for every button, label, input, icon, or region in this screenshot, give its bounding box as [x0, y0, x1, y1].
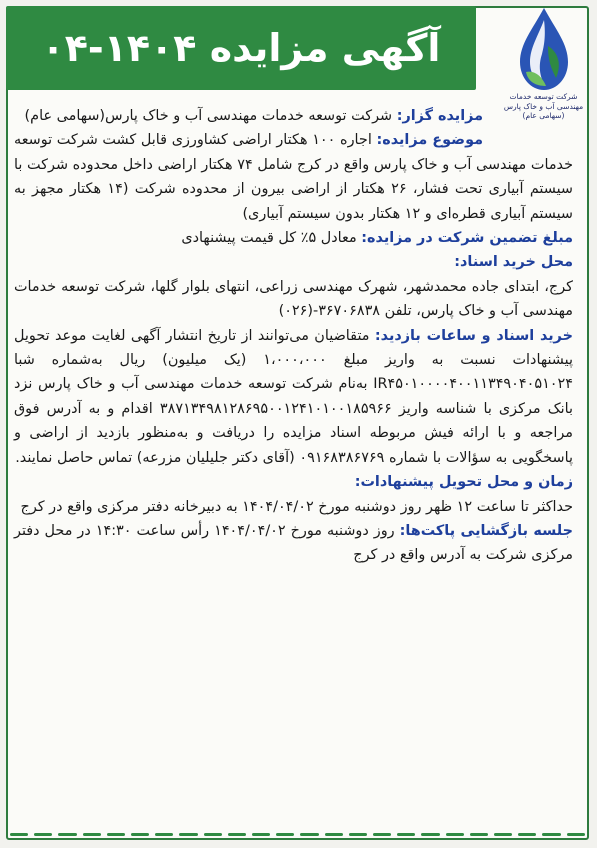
delivery-label: زمان و محل تحویل پیشنهادات: — [354, 474, 573, 491]
delivery-text: حداکثر تا ساعت ۱۲ ظهر روز دوشنبه مورخ ۱۴۰۴/۰۴/۰۲ به دبیرخانه دفتر مرکزی واقع در کرج — [20, 498, 573, 515]
bottom-dash — [34, 833, 52, 836]
bottom-dash — [470, 833, 488, 836]
bottom-dash — [421, 833, 439, 836]
guarantee-label: مبلغ تضمین شرکت در مزایده: — [361, 230, 573, 247]
purchase-place-paragraph — [14, 275, 573, 324]
water-drop-leaf-icon — [512, 6, 576, 92]
notice-body — [14, 104, 573, 568]
auctioneer-paragraph — [14, 104, 573, 128]
title-banner — [6, 6, 476, 90]
subject-text: اجاره ۱۰۰ هکتار اراضی کشاورزی قابل کشت شرکت توسعه خدمات مهندسی آب و خاک پارس واقع در کرج شامل ۷۴ هکتار اراضی داخل محدوده شرکت با سیستم آبیاری تحت فشار، ۲۶ هکتار از اراضی بیرون از محدوده شرکت (۱۴ هکتار مجهز به سیستم آبیاری قطره‌ای و ۱۲ هکتار بدون سیستم آبیاری) — [14, 132, 573, 222]
bottom-dash — [204, 833, 222, 836]
guarantee-text: معادل ۵٪ کل قیمت پیشنهادی — [181, 230, 362, 247]
page-title: آگهی مزایده ۱۴۰۴-۰۴ — [41, 26, 441, 70]
bottom-dash — [494, 833, 512, 836]
purchase-place-text: کرج، ابتدای جاده محمدشهر، شهرک مهندسی زراعی، انتهای بلوار گلها، شرکت توسعه خدمات مهندسی آب و خاک پارس، تلفن ۳۶۷۰۶۸۳۸-(۰۲۶) — [14, 278, 573, 320]
purchase-time-label: خرید اسناد و ساعات بازدید: — [374, 327, 573, 344]
opening-label: جلسه بازگشایی پاکت‌ها: — [399, 522, 574, 539]
auctioneer-label: مزایده گزار: — [396, 108, 483, 124]
opening-paragraph — [14, 519, 573, 568]
bottom-dash — [567, 833, 585, 836]
guarantee-paragraph — [14, 226, 573, 250]
purchase-place-heading — [14, 250, 573, 274]
opening-text: روز دوشنبه مورخ ۱۴۰۴/۰۴/۰۲ رأس ساعت ۱۴:۳۰ در محل دفتر مرکزی شرکت به آدرس واقع در کرج — [14, 522, 573, 564]
delivery-paragraph — [14, 495, 573, 519]
bottom-dash — [300, 833, 318, 836]
bottom-dash — [542, 833, 560, 836]
bottom-dash — [325, 833, 343, 836]
bottom-dash — [10, 833, 28, 836]
logo-wrap-spacer — [483, 104, 573, 144]
bottom-dash — [252, 833, 270, 836]
delivery-heading — [14, 470, 573, 494]
purchase-place-label: محل خرید اسناد: — [454, 254, 573, 271]
bottom-dash — [446, 833, 464, 836]
logo-caption-line: شرکت توسعه خدمات — [509, 92, 578, 101]
purchase-time-paragraph — [14, 324, 573, 470]
purchase-time-text: متقاضیان می‌توانند از تاریخ انتشار آگهی لغایت موعد تحویل پیشنهادات نسبت به واریز مبلغ ۱،۰۰۰،۰۰۰ (یک میلیون) ریال به‌شماره شبا IR۴۵۰۱۰۰۰۰۴۰۰۱۱۳۴۹۰۴۰۵۱۰۲۴ به‌نام شرکت توسعه خدمات مهندسی آب و خاک پارس نزد بانک مرکزی با شناسه واریز ۳۸۷۱۳۴۹۸۱۲۸۶۹۵۰۰۱۲۴۱۰۱۰۰۱۸۵۹۶۶ اقدام و به آدرس فوق مراجعه و با ارائه فیش مربوطه اسناد مزایده را دریافت و به‌منظور بازدید از اراضی و پاسخگویی به سؤالات با شماره ۰۹۱۶۸۳۸۶۷۶۹ (آقای دکتر جلیلیان مزرعه) تماس حاصل نمایند. — [14, 327, 573, 466]
bottom-dash — [107, 833, 125, 836]
bottom-dash — [179, 833, 197, 836]
bottom-dash — [397, 833, 415, 836]
bottom-dash — [228, 833, 246, 836]
bottom-dash — [131, 833, 149, 836]
bottom-dash — [373, 833, 391, 836]
bottom-dash — [58, 833, 76, 836]
bottom-dash — [349, 833, 367, 836]
logo-caption-line: مهندسی آب و خاک پارس — [503, 101, 584, 111]
logo-caption-line: (سهامی عام) — [522, 111, 565, 120]
bottom-dash — [83, 833, 101, 836]
bottom-dash — [155, 833, 173, 836]
subject-label: موضوع مزایده: — [376, 132, 484, 149]
auctioneer-text: شرکت توسعه خدمات مهندسی آب و خاک پارس(سهامی عام) — [24, 108, 397, 124]
bottom-decoration — [10, 833, 585, 838]
bottom-dash — [276, 833, 294, 836]
bottom-dash — [518, 833, 536, 836]
